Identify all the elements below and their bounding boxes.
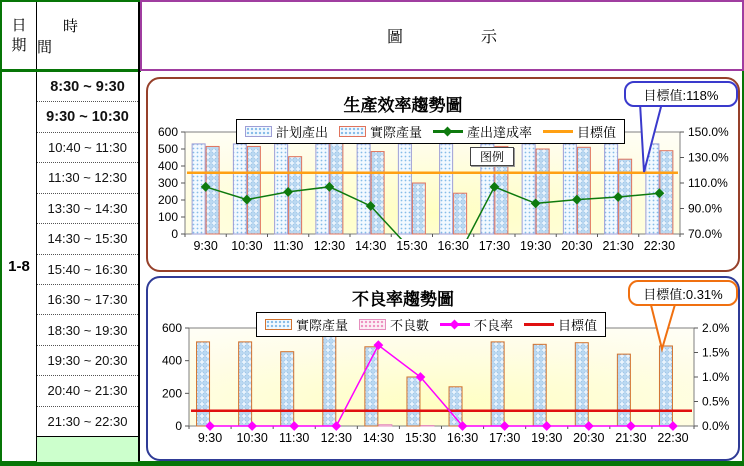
legend-item-label: 不良率 [474, 318, 514, 333]
svg-text:200: 200 [161, 386, 182, 401]
svg-text:22:30: 22:30 [643, 239, 676, 253]
legend-item-label: 實際產量 [370, 125, 423, 140]
time-slot-cell[interactable]: 11:30 ~ 12:30 [37, 163, 138, 193]
defect-bar-swatch [359, 319, 386, 330]
actual-bar-swatch [265, 319, 292, 330]
legend-overlay-textbox[interactable]: 图例 [470, 147, 514, 166]
svg-text:200: 200 [157, 193, 178, 207]
target-callout-top-text: 目標值:118% [643, 87, 719, 103]
date-cell[interactable] [2, 72, 37, 461]
line-swatch [433, 126, 463, 137]
svg-text:20:30: 20:30 [561, 239, 593, 253]
svg-text:110.0%: 110.0% [688, 176, 728, 190]
svg-text:600: 600 [157, 125, 178, 139]
legend-item [440, 315, 513, 334]
svg-text:70.0%: 70.0% [688, 227, 723, 241]
svg-text:17:30: 17:30 [478, 239, 511, 253]
time-slot-cell[interactable]: 20:40 ~ 21:30 [37, 376, 138, 406]
svg-text:10:30: 10:30 [236, 431, 268, 445]
svg-text:130.0%: 130.0% [688, 150, 729, 165]
defect-trend-chart[interactable] [146, 276, 740, 461]
efficiency-chart-title: 生產效率趨勢圖 [343, 96, 463, 115]
legend-item [433, 122, 532, 141]
time-slot-cell[interactable]: 13:30 ~ 14:30 [37, 194, 138, 224]
svg-text:150.0%: 150.0% [688, 125, 729, 139]
time-slot-cell[interactable]: 19:30 ~ 20:30 [37, 346, 138, 376]
svg-text:15:30: 15:30 [396, 239, 428, 253]
svg-text:16:30: 16:30 [446, 431, 479, 445]
time-slot-column [37, 72, 138, 436]
legend-item [265, 315, 348, 334]
svg-text:12:30: 12:30 [313, 239, 346, 253]
defect-chart-title: 不良率趨勢圖 [352, 290, 454, 309]
time-slot-cell[interactable]: 10:40 ~ 11:30 [37, 133, 138, 163]
svg-text:1.0%: 1.0% [702, 370, 730, 384]
time-slot-cell[interactable]: 15:40 ~ 16:30 [37, 255, 138, 285]
time-slot-cell[interactable]: 14:30 ~ 15:30 [37, 224, 138, 254]
svg-text:19:30: 19:30 [519, 239, 552, 253]
time-slot-cell[interactable]: 8:30 ~ 9:30 [37, 72, 138, 102]
efficiency-trend-chart[interactable] [146, 77, 740, 272]
svg-text:0: 0 [175, 419, 182, 433]
efficiency-chart-legend[interactable] [236, 119, 625, 144]
line-swatch [440, 319, 470, 330]
legend-item [339, 122, 422, 141]
empty-green-cell[interactable] [37, 436, 138, 462]
legend-item [359, 315, 429, 334]
defect-chart-legend[interactable] [256, 312, 606, 337]
svg-text:9:30: 9:30 [197, 431, 223, 445]
chart-header-label: 圖示 [386, 29, 575, 46]
legend-item [543, 122, 616, 141]
svg-text:2.0%: 2.0% [702, 321, 730, 335]
date-header-label: 日期 [11, 16, 27, 54]
svg-text:300: 300 [157, 176, 178, 190]
header-cell-date[interactable] [2, 2, 37, 69]
time-slot-cell[interactable]: 21:30 ~ 22:30 [37, 407, 138, 436]
svg-text:0.0%: 0.0% [702, 419, 730, 433]
svg-text:15:30: 15:30 [404, 431, 437, 445]
svg-text:1.5%: 1.5% [702, 345, 730, 360]
svg-text:19:30: 19:30 [531, 431, 563, 445]
line-swatch [543, 126, 573, 137]
svg-text:10:30: 10:30 [231, 239, 263, 253]
svg-text:11:30: 11:30 [279, 431, 310, 445]
svg-text:9:30: 9:30 [193, 239, 218, 253]
svg-text:20:30: 20:30 [573, 431, 605, 445]
svg-text:21:30: 21:30 [615, 431, 647, 445]
svg-text:400: 400 [161, 353, 182, 368]
svg-text:12:30: 12:30 [320, 431, 352, 445]
svg-text:600: 600 [161, 321, 182, 335]
actual-bar-swatch [339, 126, 366, 137]
svg-text:22:30: 22:30 [657, 431, 689, 445]
time-slot-cell[interactable]: 9:30 ~ 10:30 [37, 102, 138, 132]
header-cell-time[interactable] [37, 2, 138, 69]
time-header-label: 時間 [37, 17, 105, 56]
target-callout-bottom-text: 目標值:0.31% [643, 286, 723, 302]
legend-item-label: 計划產出 [276, 125, 329, 140]
legend-item-label: 不良數 [390, 318, 430, 333]
svg-text:21:30: 21:30 [602, 239, 634, 253]
date-value: 1-8 [8, 258, 30, 275]
legend-item-label: 產出達成率 [467, 125, 533, 140]
svg-text:90.0%: 90.0% [688, 201, 723, 216]
legend-item-label: 實際產量 [296, 318, 349, 333]
legend-item [245, 122, 328, 141]
time-slot-cell[interactable]: 18:30 ~ 19:30 [37, 315, 138, 345]
planned-bar-swatch [245, 126, 272, 137]
legend-item-label: 目標值 [558, 318, 598, 333]
target-callout-top[interactable] [624, 81, 738, 107]
svg-text:0: 0 [171, 227, 178, 241]
time-slot-cell[interactable]: 16:30 ~ 17:30 [37, 285, 138, 315]
svg-text:400: 400 [157, 159, 178, 173]
svg-text:16:30: 16:30 [437, 239, 469, 253]
svg-text:11:30: 11:30 [272, 239, 304, 253]
target-callout-bottom[interactable] [628, 280, 738, 306]
svg-text:14:30: 14:30 [354, 239, 387, 253]
svg-text:500: 500 [157, 142, 178, 156]
line-swatch [524, 319, 554, 330]
legend-item-label: 目標值 [577, 125, 617, 140]
svg-text:0.5%: 0.5% [702, 394, 730, 409]
header-cell-chart[interactable] [140, 0, 744, 71]
svg-text:100: 100 [157, 210, 178, 224]
svg-text:17:30: 17:30 [488, 431, 521, 445]
legend-item [524, 315, 597, 334]
svg-text:14:30: 14:30 [362, 431, 395, 445]
